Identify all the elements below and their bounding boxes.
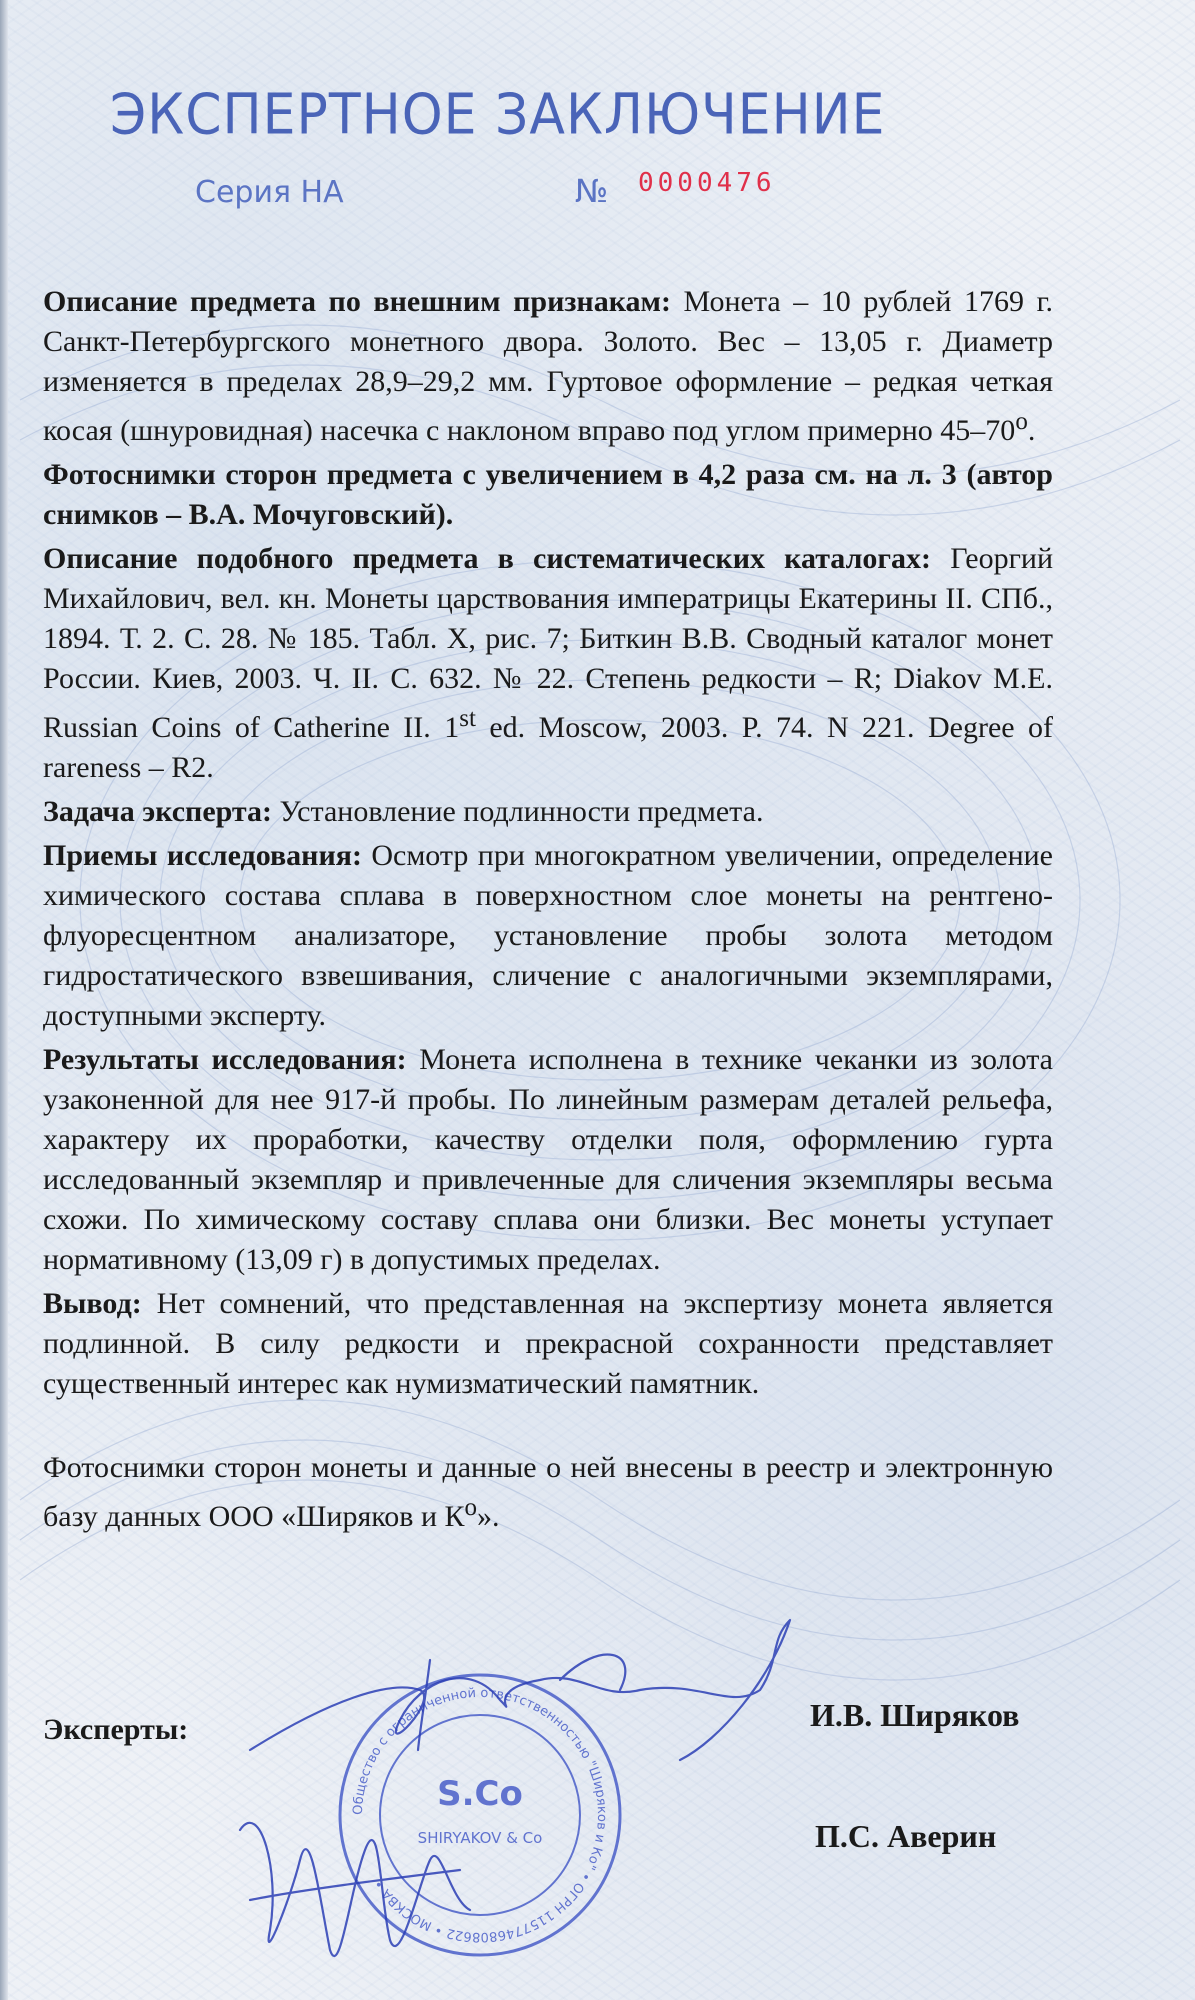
expert-name-2: П.С. Аверин bbox=[815, 1818, 997, 1854]
description-text: Монета – 10 рублей 1769 г. Санкт-Петербургского монетного двора. Золото. Вес – 13,05 г. Диаметр изменяется в пределах 28,9–29,2 мм. Гуртовое оформление – редкая четкая косая (шнуровидная) насечка с наклоном вправо под углом примерно 45–70 bbox=[43, 285, 1053, 447]
number-sign: № bbox=[575, 172, 609, 210]
description-paragraph bbox=[43, 282, 1053, 451]
certificate-number: 0000476 bbox=[638, 168, 776, 198]
document-body bbox=[43, 282, 1053, 1541]
stamp-ring-text: Общество с ограниченной ответственностью "Ширяков и Ко" • ОГРН 1157746808622 • МОСКВА • bbox=[350, 1685, 610, 1945]
svg-text:Общество с ограниченной ответс bbox=[351, 1686, 609, 1944]
registry-text: Фотоснимки сторон монеты и данные о ней внесены в реестр и электронную базу данных ООО «Ширяков и К bbox=[43, 1451, 1053, 1533]
experts-label: Эксперты: bbox=[43, 1713, 189, 1746]
description-label: Описание предмета по внешним признакам: bbox=[43, 285, 671, 318]
company-seal-stamp bbox=[330, 1665, 630, 1965]
description-sup: о bbox=[1015, 408, 1028, 435]
expert-name-1: И.В. Ширяков bbox=[810, 1697, 1020, 1733]
catalogs-end: ed. Moscow, 2003. P. 74. N 221. Degree of rareness – R2. bbox=[43, 711, 1053, 784]
task-paragraph bbox=[43, 792, 1053, 832]
task-label: Задача эксперта: bbox=[43, 795, 273, 828]
methods-label: Приемы исследования: bbox=[43, 839, 362, 872]
task-text: Установление подлинности предмета. bbox=[279, 795, 764, 828]
catalogs-label: Описание подобного предмета в систематических каталогах: bbox=[43, 542, 932, 575]
series-label: Серия НА bbox=[195, 175, 344, 210]
conclusion-label: Вывод: bbox=[43, 1287, 142, 1320]
stamp-center-text: SHIRYAKOV & Co bbox=[417, 1829, 543, 1847]
results-label: Результаты исследования: bbox=[43, 1043, 407, 1076]
results-text: Монета исполнена в технике чеканки из золота узаконенной для нее 917-й пробы. По линейным размерам деталей рельефа, характеру их проработки, качеству отделки поля, оформлению гурта исследованный экземпляр и привлеченные для сличения экземпляры весьма схожи. По химическому составу сплава они близки. Вес монеты уступает нормативному (13,09 г) в допустимых пределах. bbox=[43, 1043, 1053, 1276]
registry-end: ». bbox=[477, 1500, 500, 1533]
stamp-logo: S.Co bbox=[437, 1774, 523, 1814]
photos-paragraph: Фотоснимки сторон предмета с увеличением в 4,2 раза см. на л. 3 (автор снимков – В.А. Мочуговский). bbox=[43, 458, 1053, 531]
catalogs-paragraph bbox=[43, 539, 1053, 788]
paragraph-gap bbox=[43, 1408, 1053, 1448]
description-end: . bbox=[1027, 414, 1036, 447]
conclusion-text: Нет сомнений, что представленная на экспертизу монета является подлинной. В силу редкости и прекрасной сохранности представляет существенный интерес как нумизматический памятник. bbox=[43, 1287, 1054, 1400]
catalogs-text: Георгий Михайлович, вел. кн. Монеты царствования императрицы Екатерины II. СПб., 1894. Т. 2. С. 28. № 185. Табл. X, рис. 7; Биткин В.В. Сводный каталог монет России. Киев, 2003. Ч. II. С. 632. № 22. Степень редкости – R; Diakov M.E. Russian Coins of Catherine II. 1 bbox=[43, 542, 1054, 744]
registry-paragraph bbox=[43, 1448, 1053, 1537]
methods-text: Осмотр при многократном увеличении, определение химического состава сплава в поверхностном слое монеты на рентгено-флуоресцентном анализаторе, установление пробы золота методом гидростатического взвешивания, сличение с аналогичными экземплярами, доступными эксперту. bbox=[43, 839, 1053, 1032]
conclusion-paragraph bbox=[43, 1284, 1053, 1404]
registry-sup: о bbox=[464, 1494, 478, 1521]
document-title: ЭКСПЕРТНОЕ ЗАКЛЮЧЕНИЕ bbox=[110, 82, 886, 148]
catalogs-sup: st bbox=[459, 705, 476, 732]
results-paragraph bbox=[43, 1040, 1053, 1280]
methods-paragraph bbox=[43, 836, 1053, 1036]
